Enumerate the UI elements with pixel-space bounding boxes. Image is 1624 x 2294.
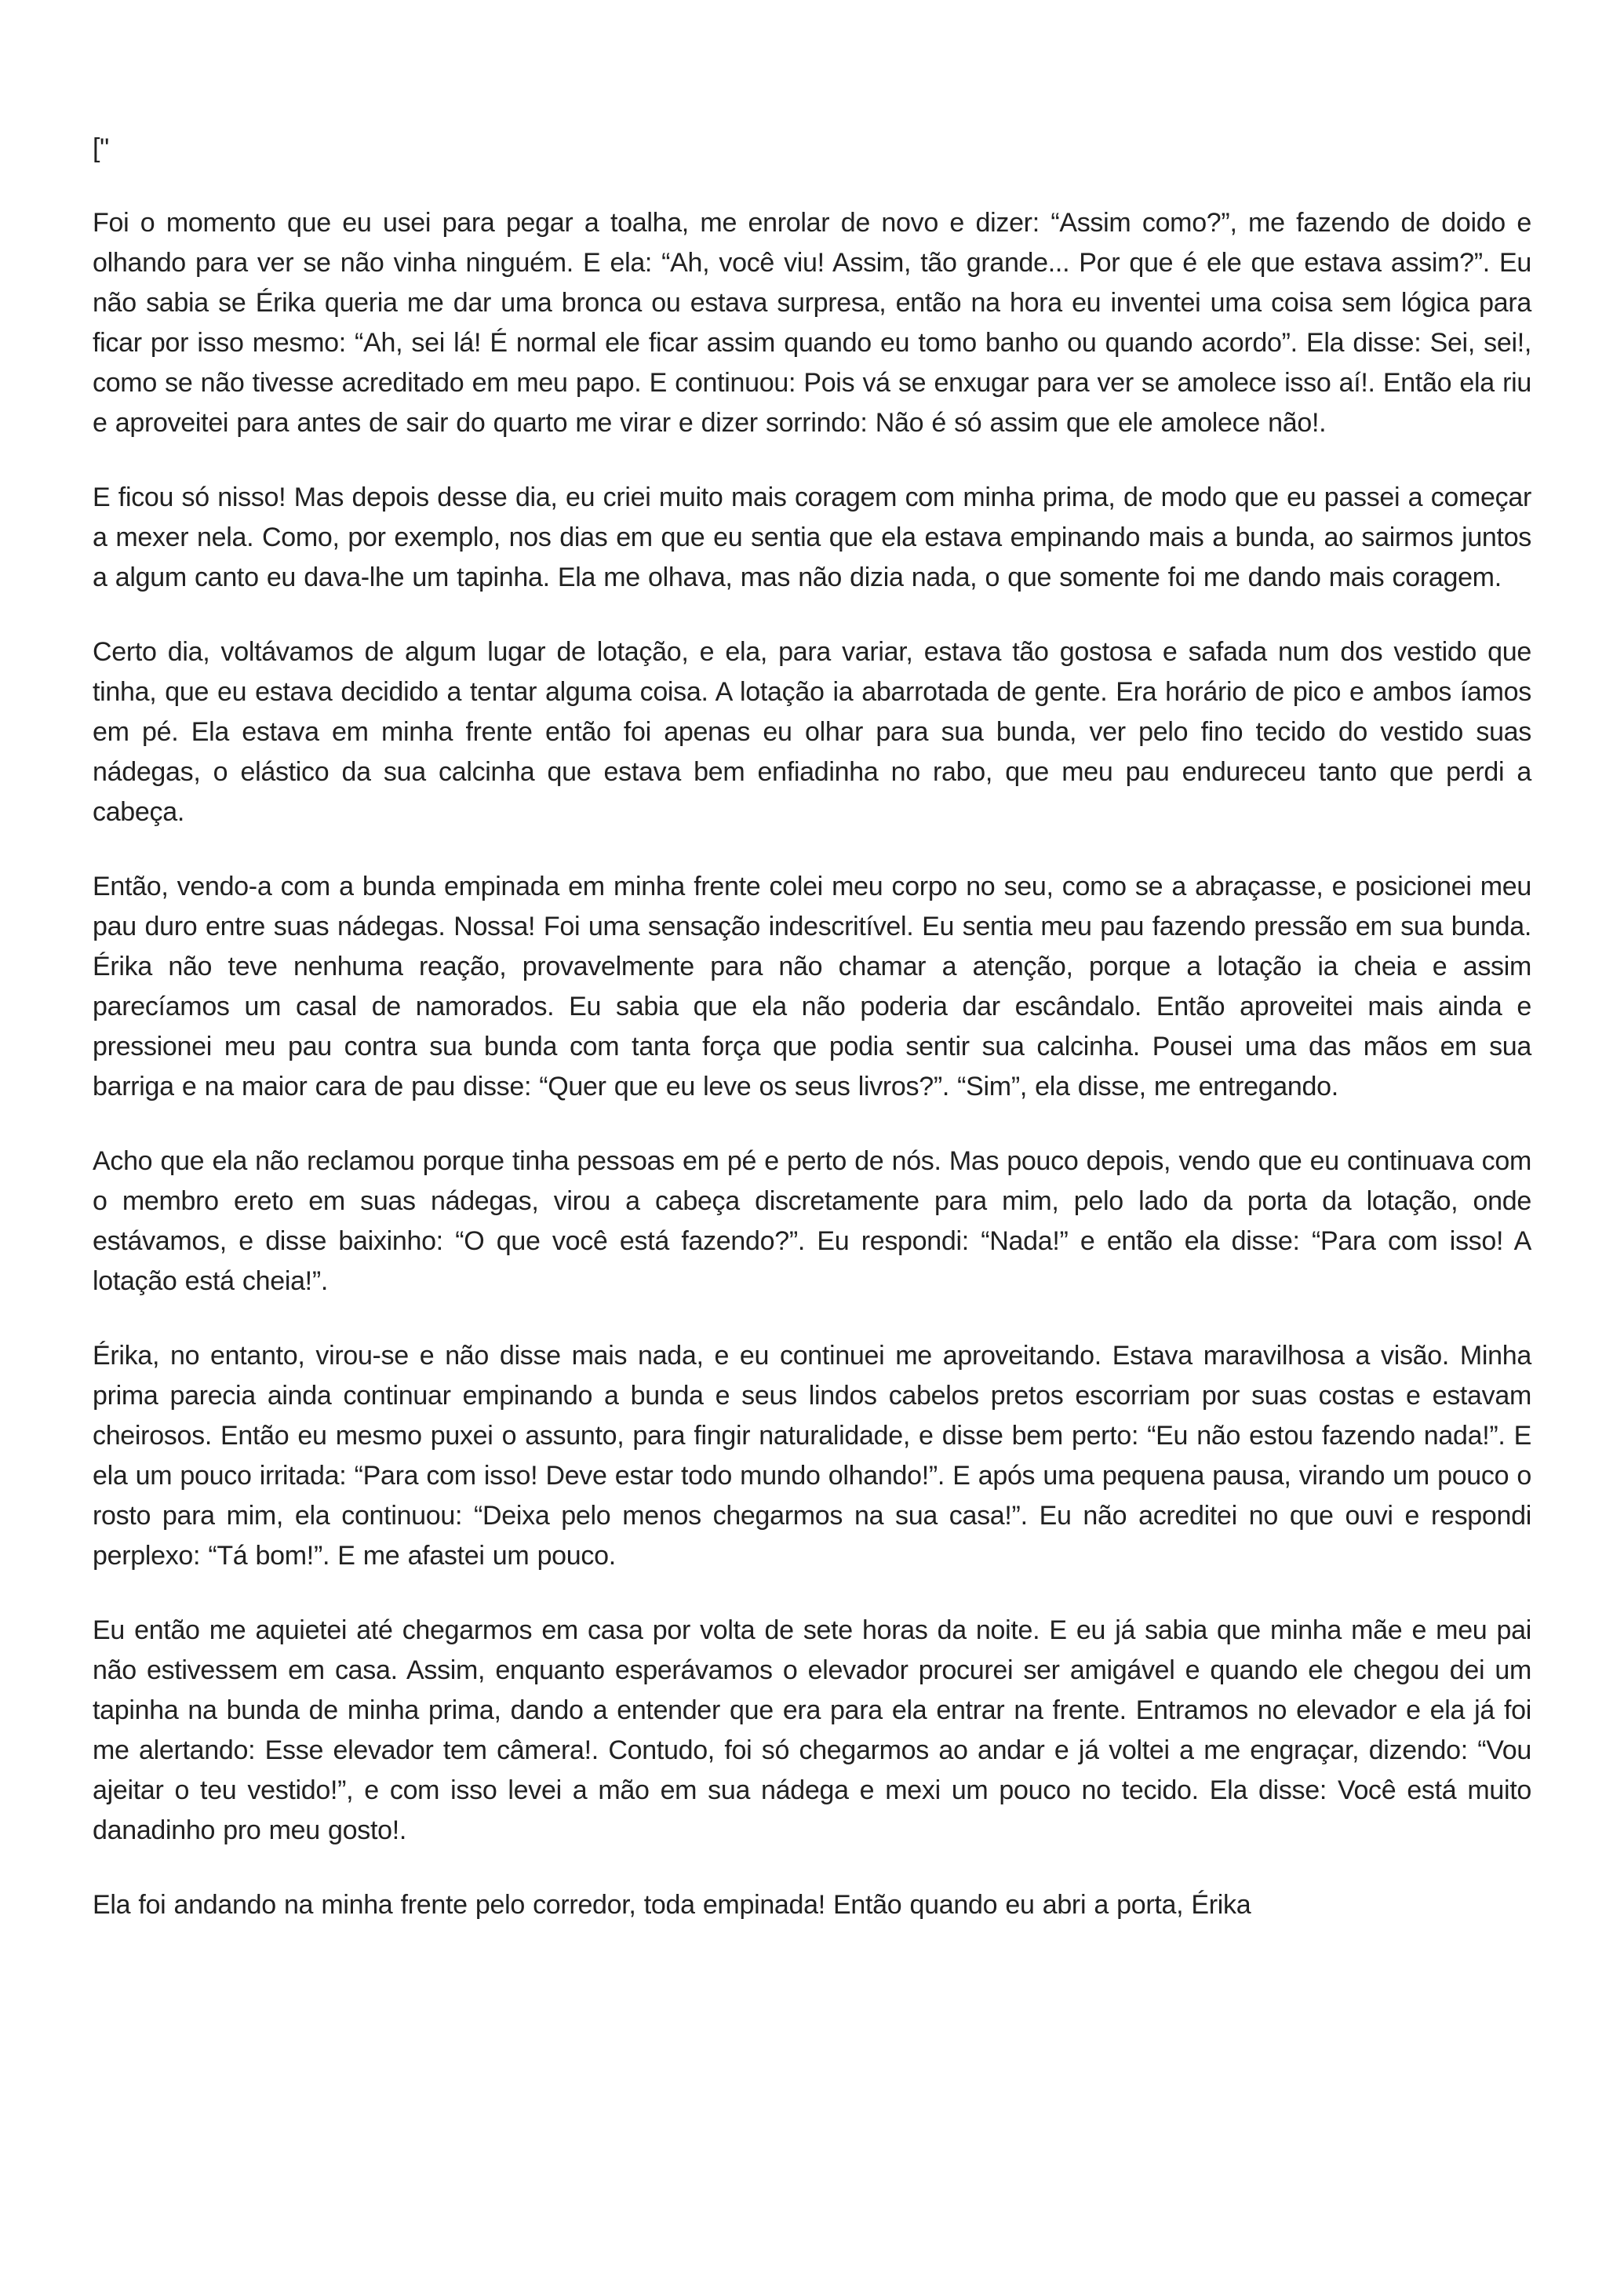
paragraph: E ficou só nisso! Mas depois desse dia, eu criei muito mais coragem com minha prima, de modo que eu passei a começar a mexer nela. Como, por exemplo, nos dias em que eu sentia que ela estava empinando mais a bunda, ao sairmos juntos a algum canto eu dava-lhe um tapinha. Ela me olhava, mas não dizia nada, o que somente foi me dando mais coragem. [93, 482, 1531, 592]
paragraph: Acho que ela não reclamou porque tinha pessoas em pé e perto de nós. Mas pouco depois, vendo que eu continuava com o membro ereto em suas nádegas, virou a cabeça discretamente para mim, pelo lado da porta da lotação, onde estávamos, e disse baixinho: “O que você está fazendo?”. Eu respondi: “Nada!” e então ela disse: “Para com isso! A lotação está cheia!”. [93, 1146, 1531, 1296]
document-body [93, 129, 1531, 1925]
paragraph: Certo dia, voltávamos de algum lugar de lotação, e ela, para variar, estava tão gostosa e safada num dos vestido que tinha, que eu estava decidido a tentar alguma coisa. A lotação ia abarrotada de gente. Era horário de pico e ambos íamos em pé. Ela estava em minha frente então foi apenas eu olhar para sua bunda, ver pelo fino tecido do vestido suas nádegas, o elástico da sua calcinha que estava bem enfiadinha no rabo, que meu pau endureceu tanto que perdi a cabeça. [93, 637, 1531, 827]
opening-bracket-marker: [" [93, 133, 109, 163]
paragraph: Ela foi andando na minha frente pelo corredor, toda empinada! Então quando eu abri a porta, Érika [93, 1890, 1251, 1920]
paragraph: Então, vendo-a com a bunda empinada em minha frente colei meu corpo no seu, como se a abraçasse, e posicionei meu pau duro entre suas nádegas. Nossa! Foi uma sensação indescritível. Eu sentia meu pau fazendo pressão em sua bunda. Érika não teve nenhuma reação, provavelmente para não chamar a atenção, porque a lotação ia cheia e assim parecíamos um casal de namorados. Eu sabia que ela não poderia dar escândalo. Então aproveitei mais ainda e pressionei meu pau contra sua bunda com tanta força que podia sentir sua calcinha. Pousei uma das mãos em sua barriga e na maior cara de pau disse: “Quer que eu leve os seus livros?”. “Sim”, ela disse, me entregando. [93, 872, 1531, 1101]
paragraph: Eu então me aquietei até chegarmos em casa por volta de sete horas da noite. E eu já sabia que minha mãe e meu pai não estivessem em casa. Assim, enquanto esperávamos o elevador procurei ser amigável e quando ele chegou dei um tapinha na bunda de minha prima, dando a entender que era para ela entrar na frente. Entramos no elevador e ela já foi me alertando: Esse elevador tem câmera!. Contudo, foi só chegarmos ao andar e já voltei a me engraçar, dizendo: “Vou ajeitar o teu vestido!”, e com isso levei a mão em sua nádega e mexi um pouco no tecido. Ela disse: Você está muito danadinho pro meu gosto!. [93, 1615, 1531, 1845]
paragraph: Foi o momento que eu usei para pegar a toalha, me enrolar de novo e dizer: “Assim como?”, me fazendo de doido e olhando para ver se não vinha ninguém. E ela: “Ah, você viu! Assim, tão grande... Por que é ele que estava assim?”. Eu não sabia se Érika queria me dar uma bronca ou estava surpresa, então na hora eu inventei uma coisa sem lógica para ficar por isso mesmo: “Ah, sei lá! É normal ele ficar assim quando eu tomo banho ou quando acordo”. Ela disse: Sei, sei!, como se não tivesse acreditado em meu papo. E continuou: Pois vá se enxugar para ver se amolece isso aí!. Então ela riu e aproveitei para antes de sair do quarto me virar e dizer sorrindo: Não é só assim que ele amolece não!. [93, 208, 1531, 438]
paragraph: Érika, no entanto, virou-se e não disse mais nada, e eu continuei me aproveitando. Estava maravilhosa a visão. Minha prima parecia ainda continuar empinando a bunda e seus lindos cabelos pretos escorriam por suas costas e estavam cheirosos. Então eu mesmo puxei o assunto, para fingir naturalidade, e disse bem perto: “Eu não estou fazendo nada!”. E ela um pouco irritada: “Para com isso! Deve estar todo mundo olhando!”. E após uma pequena pausa, virando um pouco o rosto para mim, ela continuou: “Deixa pelo menos chegarmos na sua casa!”. Eu não acreditei no que ouvi e respondi perplexo: “Tá bom!”. E me afastei um pouco. [93, 1341, 1531, 1571]
